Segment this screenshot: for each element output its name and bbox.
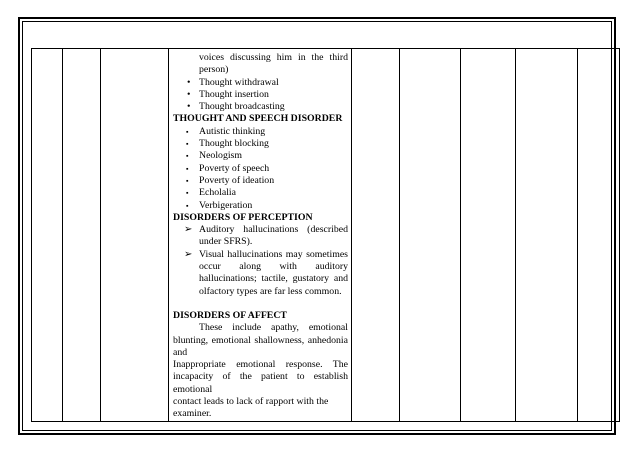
list-item: ➢ Auditory hallucinations (described under SFRS). — [184, 224, 348, 248]
table-cell-2 — [63, 49, 101, 422]
symptom-list-square — [173, 126, 348, 212]
bullet-icon: • — [187, 101, 191, 113]
table-cell-5 — [352, 49, 400, 422]
list-item: voices discussing him in the third — [199, 52, 348, 63]
table-cell-3 — [101, 49, 169, 422]
square-bullet-icon: ▪ — [186, 189, 189, 198]
list-item: person) — [199, 64, 229, 76]
list-item: ▪ Poverty of speech — [186, 162, 270, 174]
affect-paragraph: These include apathy, emotional blunting, emotional shallowness, anhedonia and Inappropriate emotional response. The incapacity of the patient to establish emotional contact leads to lack of rapport with the examiner. — [173, 322, 348, 420]
square-bullet-icon: ▪ — [186, 164, 189, 173]
list-item: • Thought withdrawal — [187, 76, 279, 88]
arrow-bullet-icon: ➢ — [184, 248, 193, 260]
square-bullet-icon: ▪ — [186, 176, 189, 185]
assessment-table — [31, 48, 620, 422]
list-item: ▪ Echolalia — [186, 187, 236, 199]
heading-perception: DISORDERS OF PERCEPTION — [173, 211, 313, 223]
square-bullet-icon: ▪ — [186, 201, 189, 210]
heading-affect: DISORDERS OF AFFECT — [173, 309, 287, 321]
heading-thought-speech: THOUGHT AND SPEECH DISORDER — [173, 113, 343, 125]
square-bullet-icon: ▪ — [186, 140, 189, 149]
arrow-bullet-icon: ➢ — [184, 224, 193, 236]
list-item: ▪ Neologism — [186, 150, 242, 162]
list-item: ▪ Poverty of ideation — [186, 174, 275, 186]
table-cell-8 — [516, 49, 578, 422]
square-bullet-icon: ▪ — [186, 127, 189, 136]
list-item: ➢ Visual hallucinations may sometimes occur along with auditory hallucinations; tactile, gustatory and olfactory types are far less common. — [184, 248, 348, 297]
list-item: ▪ Verbigeration — [186, 199, 253, 211]
list-item: ▪ Autistic thinking — [186, 125, 266, 137]
table-row — [32, 49, 620, 422]
perception-list — [173, 224, 348, 298]
table-cell-6 — [400, 49, 461, 422]
table-cell-7 — [461, 49, 516, 422]
bullet-icon: • — [187, 88, 191, 100]
bullet-icon: • — [187, 76, 191, 88]
table-cell-1 — [32, 49, 63, 422]
square-bullet-icon: ▪ — [186, 152, 189, 161]
symptom-list-round — [173, 77, 348, 114]
table-cell-9 — [578, 49, 620, 422]
list-item: ▪ Thought blocking — [186, 138, 269, 150]
list-item: • Thought insertion — [187, 88, 269, 100]
continuation-list — [173, 52, 348, 77]
list-item: • Thought broadcasting — [187, 101, 285, 113]
content-cell — [169, 49, 352, 422]
